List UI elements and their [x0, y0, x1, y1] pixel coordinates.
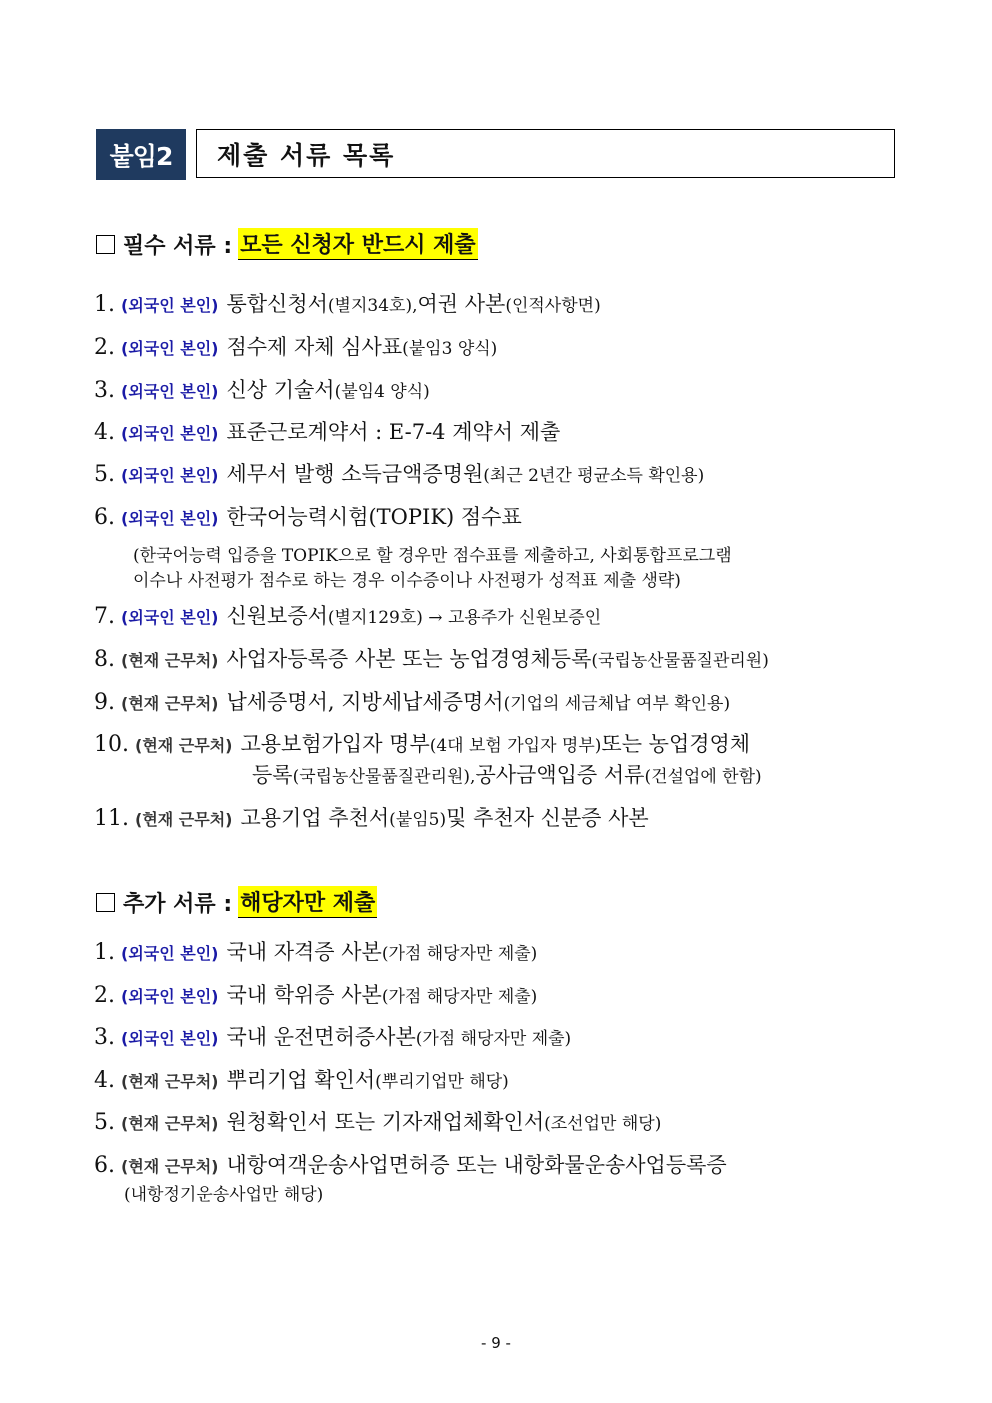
section1-item-3	[94, 374, 430, 404]
item-badge: (현재 근무처)	[121, 651, 219, 670]
item-number: 9.	[94, 690, 115, 715]
item-number: 5.	[94, 462, 115, 487]
item-badge: (외국인 본인)	[121, 1029, 219, 1048]
item-badge: (외국인 본인)	[121, 296, 219, 315]
item-subtext: (가점 해당자만 제출)	[381, 944, 538, 964]
item-number: 5.	[94, 1110, 115, 1135]
item-subtext: (붙임5)	[389, 810, 447, 830]
item-subtext: (붙임4 양식)	[334, 382, 430, 402]
item-badge: (외국인 본인)	[121, 608, 219, 627]
item-text: 통합신청서	[226, 292, 328, 316]
item6-note-line2: 이수나 사전평가 점수로 하는 경우 이수증이나 사전평가 성적표 제출 생략)	[133, 571, 681, 591]
section2-item-4	[94, 1064, 509, 1094]
item10-cont-main2: 공사금액입증 서류	[475, 763, 645, 787]
item-number: 6.	[94, 505, 115, 530]
section1-item-11	[94, 802, 649, 832]
item-badge: (외국인 본인)	[121, 382, 219, 401]
item-badge: (외국인 본인)	[121, 987, 219, 1006]
item-number: 4.	[94, 420, 115, 445]
item-text-2: 여권 사본	[417, 292, 506, 316]
item-subtext: (4대 보험 가입자 명부)	[429, 736, 602, 756]
item-badge: (외국인 본인)	[121, 944, 219, 963]
section1-item-6	[94, 501, 522, 531]
section2-item-1	[94, 936, 537, 966]
item-text-2: 및 추천자 신분증 사본	[446, 806, 649, 830]
item-number: 6.	[94, 1153, 115, 1178]
item-text: 세무서 발행 소득금액증명원	[226, 462, 484, 486]
item-badge: (외국인 본인)	[121, 424, 219, 443]
item-number: 2.	[94, 983, 115, 1008]
item-subtext: (가점 해당자만 제출)	[381, 987, 538, 1007]
attachment-tag: 붙임2	[96, 129, 186, 180]
item-badge: (외국인 본인)	[121, 339, 219, 358]
item-subtext: (국립농산물품질관리원)	[591, 651, 769, 671]
item-text: 뿌리기업 확인서	[226, 1068, 376, 1092]
item-badge: (현재 근무처)	[135, 810, 233, 829]
item-text: 점수제 자체 심사표	[226, 335, 403, 359]
item10-continuation	[252, 759, 762, 789]
section-highlight: 모든 신청자 반드시 제출	[238, 228, 478, 260]
item-number: 1.	[94, 940, 115, 965]
item-number: 11.	[94, 806, 129, 831]
item-text: 국내 운전면허증사본	[226, 1025, 416, 1049]
item-text: 사업자등록증 사본 또는 농업경영체등록	[226, 647, 592, 671]
item-number: 7.	[94, 604, 115, 629]
item-number: 3.	[94, 1025, 115, 1050]
section-required-heading	[96, 228, 478, 260]
checkbox-square-icon	[96, 235, 115, 254]
section2-item-6	[94, 1149, 727, 1179]
item-number: 10.	[94, 732, 129, 757]
item10-cont-sub: (국립농산물품질관리원),	[292, 767, 476, 787]
item-subtext: (최근 2년간 평균소득 확인용)	[483, 466, 705, 486]
item-number: 3.	[94, 378, 115, 403]
section-highlight: 해당자만 제출	[238, 886, 377, 918]
item-text: 신원보증서	[226, 604, 328, 628]
section-label: 추가 서류 :	[123, 891, 233, 917]
section1-item-4	[94, 416, 560, 446]
item-badge: (외국인 본인)	[121, 509, 219, 528]
item-text: 한국어능력시험(TOPIK) 점수표	[226, 505, 522, 529]
section-label: 필수 서류 :	[123, 233, 233, 259]
item10-cont-main: 등록	[252, 763, 293, 787]
item-text: 원청확인서 또는 기자재업체확인서	[226, 1110, 545, 1134]
section1-item-10	[94, 728, 750, 758]
item-badge: (외국인 본인)	[121, 466, 219, 485]
checkbox-square-icon	[96, 893, 115, 912]
item-text: 신상 기술서	[226, 378, 335, 402]
section2-item-5	[94, 1106, 661, 1136]
section2-item-3	[94, 1021, 571, 1051]
item-number: 4.	[94, 1068, 115, 1093]
item-number: 1.	[94, 292, 115, 317]
item-subtext: (기업의 세금체납 여부 확인용)	[503, 694, 731, 714]
item10-cont-sub2: (건설업에 한함)	[644, 767, 762, 787]
item-subtext: (가점 해당자만 제출)	[415, 1029, 572, 1049]
section1-item-9	[94, 686, 730, 716]
section1-item-8	[94, 643, 769, 673]
item-number: 2.	[94, 335, 115, 360]
section1-item-5	[94, 458, 704, 488]
section1-item-7	[94, 600, 601, 630]
add-item6-continuation: (내항정기운송사업만 해당)	[124, 1185, 324, 1205]
item-subtext: (붙임3 양식)	[402, 339, 498, 359]
item-badge: (현재 근무처)	[121, 694, 219, 713]
item-subtext: (조선업만 해당)	[544, 1114, 662, 1134]
item-badge: (현재 근무처)	[121, 1072, 219, 1091]
item-text: 국내 학위증 사본	[226, 983, 382, 1007]
item-subtext-2: (인적사항면)	[505, 296, 601, 316]
item-text: 납세증명서, 지방세납세증명서	[226, 690, 504, 714]
section1-item-1	[94, 288, 601, 318]
item-subtext: (별지34호),	[327, 296, 418, 316]
page-number: - 9 -	[481, 1334, 511, 1352]
item-number: 8.	[94, 647, 115, 672]
item6-note-line1: (한국어능력 입증을 TOPIK으로 할 경우만 점수표를 제출하고, 사회통합프로그램	[133, 546, 732, 566]
item-text-2: 또는 농업경영체	[601, 732, 751, 756]
item-text: 표준근로계약서 : E-7-4 계약서 제출	[226, 420, 561, 444]
item-badge: (현재 근무처)	[121, 1157, 219, 1176]
item-text: 국내 자격증 사본	[226, 940, 382, 964]
item-text: 고용보험가입자 명부	[240, 732, 430, 756]
item-subtext: (별지129호) → 고용주가 신원보증인	[327, 608, 602, 628]
section1-item-2	[94, 331, 497, 361]
section2-item-2	[94, 979, 537, 1009]
item-badge: (현재 근무처)	[121, 1114, 219, 1133]
item-badge: (현재 근무처)	[135, 736, 233, 755]
section-additional-heading	[96, 886, 377, 918]
page-title: 제출 서류 목록	[196, 129, 895, 178]
item-subtext: (뿌리기업만 해당)	[375, 1072, 509, 1092]
item-text: 내항여객운송사업면허증 또는 내항화물운송사업등록증	[226, 1153, 727, 1177]
doc-header	[96, 129, 895, 180]
item-text: 고용기업 추천서	[240, 806, 390, 830]
